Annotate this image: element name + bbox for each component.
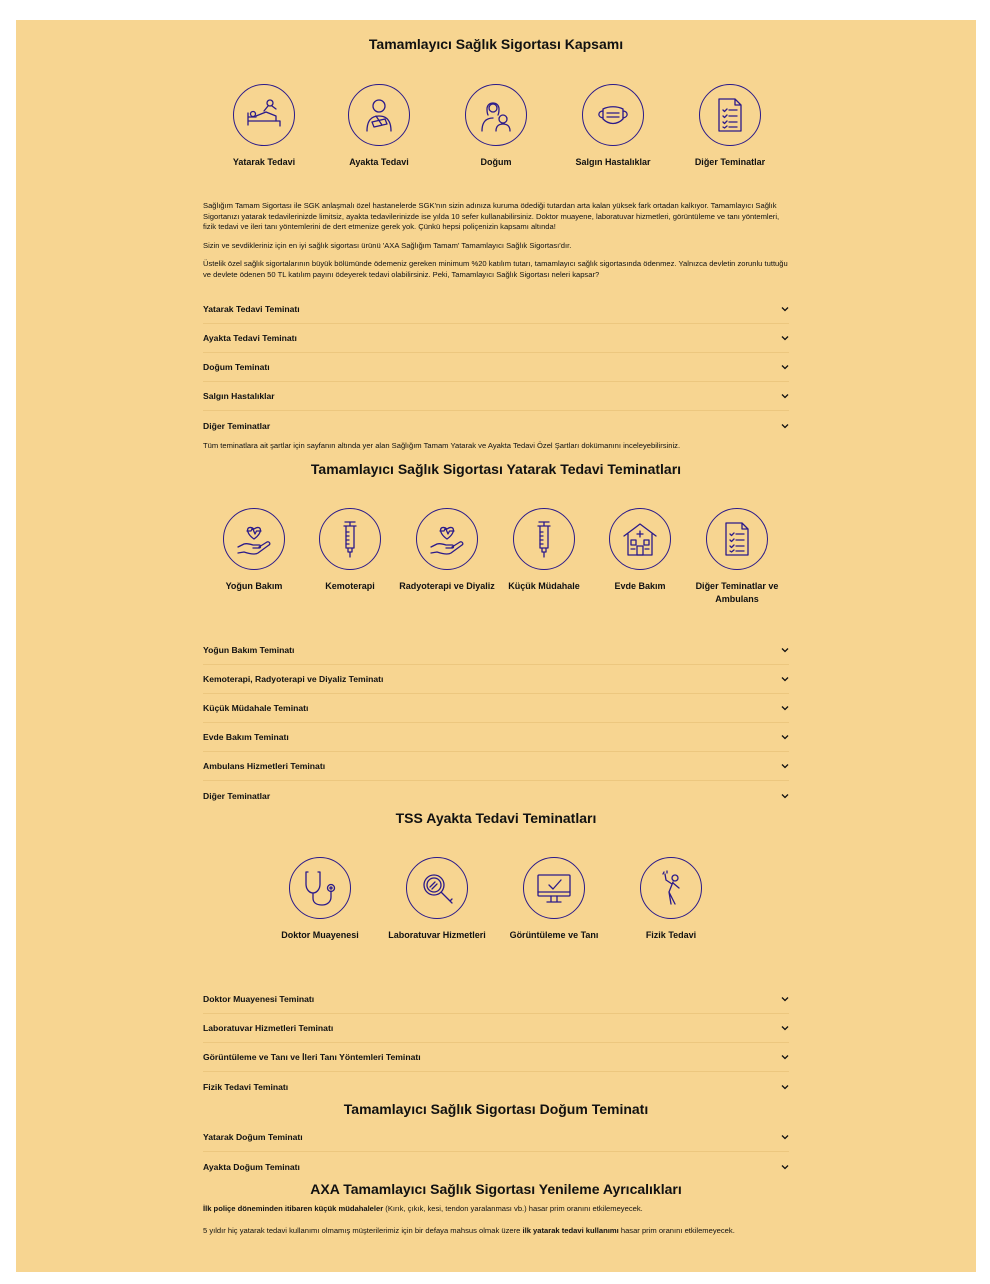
- outpatient-label: Fizik Tedavi: [645, 930, 697, 940]
- chevron-down-icon: [781, 423, 789, 429]
- syringe-icon: [319, 508, 381, 570]
- section-title-outpatient: TSS Ayakta Tedavi Teminatları: [395, 810, 597, 826]
- coverage-paragraph: Sağlığım Tamam Sigortası ile SGK anlaşmalı özel hastanelerde SGK'nın sizin adınıza kuruma ödediği tutardan arta kalan yüksek fark ortadan kalkıyor. Tamamlayıcı Sağlık Sigortanızı yatarak tedavilerinizde limitsiz, ayakta tedavilerinizde ise yılda 10 sefer kullanabilirsiniz. Doktor muayene, laboratuvar hizmetleri, görüntüleme ve tanı yöntemleri, fizik tedavi ve ileri tanı yöntemlerini de dert etmenize gerek yok. Çünkü hepsi poliçenizin kapsamı altında!: [203, 201, 780, 231]
- birth-accordion: [203, 1123, 789, 1181]
- accordion-label: Ayakta Tedavi Teminatı: [203, 333, 297, 343]
- inpatient-label: Küçük Müdahale: [508, 581, 580, 591]
- accordion-label: Fizik Tedavi Teminatı: [203, 1081, 289, 1092]
- inpatient-item-chemo[interactable]: [295, 508, 405, 593]
- checklist-icon: [699, 84, 761, 146]
- inpatient-label: Kemoterapi: [325, 581, 375, 591]
- coverage-item-birth[interactable]: [441, 84, 551, 169]
- inpatient-item-other-ambulance[interactable]: [682, 508, 792, 605]
- chevron-down-icon: [781, 734, 789, 740]
- mother-baby-icon: [465, 84, 527, 146]
- bed-patient-icon: [233, 84, 295, 146]
- house-icon: [609, 508, 671, 570]
- outpatient-accordion: [203, 985, 789, 1101]
- chevron-down-icon: [781, 335, 789, 341]
- inpatient-item-icu[interactable]: [199, 508, 309, 593]
- outpatient-item-imaging[interactable]: [499, 857, 609, 942]
- chevron-down-icon: [781, 1054, 789, 1060]
- section-title-renewal: AXA Tamamlayıcı Sağlık Sigortası Yenileme Ayrıcalıkları: [310, 1181, 682, 1197]
- accordion-item-birth[interactable]: [203, 353, 789, 382]
- content-panel: [16, 20, 976, 1272]
- renewal-highlight: İlk poliçe döneminden itibaren küçük müdahaleler: [203, 1204, 384, 1213]
- coverage-description: [203, 201, 789, 280]
- magnifier-icon: [406, 857, 468, 919]
- accordion-item-pandemic[interactable]: [203, 382, 789, 411]
- chevron-down-icon: [781, 393, 789, 399]
- accordion-label: Doktor Muayenesi Teminatı: [203, 994, 315, 1004]
- section-title-birth: Tamamlayıcı Sağlık Sigortası Doğum Teminatı: [343, 1101, 649, 1117]
- inpatient-item-radiotherapy[interactable]: [392, 508, 502, 593]
- chevron-down-icon: [781, 996, 789, 1002]
- accordion-item-chemo[interactable]: [203, 665, 789, 694]
- coverage-item-other[interactable]: [675, 84, 785, 169]
- coverage-item-inpatient[interactable]: [209, 84, 319, 169]
- outpatient-item-physiotherapy[interactable]: [616, 857, 726, 942]
- accordion-label: Evde Bakım Teminatı: [203, 732, 289, 742]
- inpatient-label: Yoğun Bakım: [225, 581, 283, 591]
- renewal-privileges: [203, 1204, 789, 1236]
- accordion-label: Küçük Müdahale Teminatı: [203, 703, 309, 713]
- section-title-coverage: Tamamlayıcı Sağlık Sigortası Kapsamı: [368, 36, 624, 52]
- accordion-item-other[interactable]: [203, 411, 789, 440]
- accordion-item-imaging[interactable]: [203, 1043, 789, 1072]
- terms-note: Tüm teminatlara ait şartlar için sayfanın altında yer alan Sağlığım Tamam Yatarak ve Ayakta Tedavi Özel Şartları dokümanını inceleyebilirsiniz.: [203, 441, 681, 450]
- renewal-text: (Kırık, çıkık, kesi, tendon yaralanması vb.) hasar prim oranını etkilemeyecek.: [383, 1204, 643, 1213]
- outpatient-label: Doktor Muayenesi: [281, 930, 359, 940]
- chevron-down-icon: [781, 647, 789, 653]
- renewal-text: hasar prim oranını etkilemeyecek.: [618, 1225, 735, 1235]
- chevron-down-icon: [781, 364, 789, 370]
- accordion-label: Yatarak Tedavi Teminatı: [203, 304, 300, 314]
- accordion-item-icu[interactable]: [203, 636, 789, 665]
- chevron-down-icon: [781, 1134, 789, 1140]
- accordion-label: Diğer Teminatlar: [203, 420, 271, 431]
- heart-hand-icon: [223, 508, 285, 570]
- coverage-item-outpatient[interactable]: [324, 84, 434, 169]
- accordion-item-outpatient-birth[interactable]: [203, 1152, 789, 1181]
- monitor-check-icon: [523, 857, 585, 919]
- accordion-item-physiotherapy[interactable]: [203, 1072, 789, 1101]
- inpatient-label: Evde Bakım: [614, 581, 666, 591]
- accordion-item-other[interactable]: [203, 781, 789, 810]
- coverage-item-pandemic[interactable]: [558, 84, 668, 169]
- coverage-label: Yatarak Tedavi: [232, 157, 296, 167]
- accordion-label: Yoğun Bakım Teminatı: [203, 645, 295, 655]
- renewal-paragraph: [203, 1226, 789, 1237]
- accordion-item-minor-intervention[interactable]: [203, 694, 789, 723]
- syringe-icon: [513, 508, 575, 570]
- chevron-down-icon: [781, 705, 789, 711]
- checklist-icon: [706, 508, 768, 570]
- chevron-down-icon: [781, 676, 789, 682]
- inpatient-label: Radyoterapi ve Diyaliz: [399, 581, 495, 591]
- coverage-label: Ayakta Tedavi: [349, 157, 409, 167]
- arm-sling-patient-icon: [348, 84, 410, 146]
- outpatient-item-doctor[interactable]: [265, 857, 375, 942]
- stethoscope-icon: [289, 857, 351, 919]
- face-mask-icon: [582, 84, 644, 146]
- accordion-item-inpatient[interactable]: [203, 295, 789, 324]
- chevron-down-icon: [781, 1164, 789, 1170]
- accordion-item-outpatient[interactable]: [203, 324, 789, 353]
- accordion-label: Doğum Teminatı: [203, 362, 270, 372]
- coverage-label: Salgın Hastalıklar: [575, 157, 651, 167]
- accordion-label: Görüntüleme ve Tanı ve İleri Tanı Yöntemleri Teminatı: [203, 1052, 421, 1062]
- coverage-label: Diğer Teminatlar: [694, 157, 766, 167]
- inpatient-item-home-care[interactable]: [585, 508, 695, 593]
- accordion-item-laboratory[interactable]: [203, 1014, 789, 1043]
- section-title-inpatient: Tamamlayıcı Sağlık Sigortası Yatarak Tedavi Teminatları: [310, 461, 682, 477]
- accordion-label: Diğer Teminatlar: [203, 790, 271, 801]
- coverage-paragraph: Sizin ve sevdikleriniz için en iyi sağlık sigortası ürünü 'AXA Sağlığım Tamam' Tamamlayıcı Sağlık Sigortası'dır.: [203, 240, 572, 250]
- accordion-label: Kemoterapi, Radyoterapi ve Diyaliz Teminatı: [203, 674, 384, 684]
- accordion-label: Laboratuvar Hizmetleri Teminatı: [203, 1023, 334, 1033]
- chevron-down-icon: [781, 793, 789, 799]
- coverage-label: Doğum: [480, 157, 512, 167]
- accordion-label: Yatarak Doğum Teminatı: [203, 1132, 303, 1142]
- accordion-label: Ambulans Hizmetleri Teminatı: [203, 761, 326, 771]
- renewal-highlight: ilk yatarak tedavi kullanımı: [522, 1225, 619, 1235]
- coverage-paragraph: Üstelik özel sağlık sigortalarının büyük bölümünde ödemeniz gereken minimum %20 katılım tutarı, tamamlayıcı sağlık sigortasında ödenmez. Yalnızca devletin zorunlu tuttuğu ve devlete ödenen 50 TL katılım payını ödeyerek tedavi olabilirsiniz. Peki, Tamamlayıcı Sağlık Sigortası neleri kapsar?: [203, 259, 788, 279]
- outpatient-label: Laboratuvar Hizmetleri: [388, 930, 486, 940]
- inpatient-label: Diğer Teminatlar ve Ambulans: [695, 581, 779, 604]
- accordion-item-inpatient-birth[interactable]: [203, 1123, 789, 1152]
- renewal-paragraph: [203, 1204, 789, 1215]
- outpatient-label: Görüntüleme ve Tanı: [509, 930, 599, 940]
- accordion-label: Salgın Hastalıklar: [203, 391, 275, 401]
- chevron-down-icon: [781, 1025, 789, 1031]
- accordion-item-doctor[interactable]: [203, 985, 789, 1014]
- coverage-accordion: [203, 295, 789, 440]
- accordion-item-home-care[interactable]: [203, 723, 789, 752]
- chevron-down-icon: [781, 306, 789, 312]
- accordion-item-ambulance[interactable]: [203, 752, 789, 781]
- outpatient-item-laboratory[interactable]: [382, 857, 492, 942]
- chevron-down-icon: [781, 1084, 789, 1090]
- inpatient-accordion: [203, 636, 789, 810]
- physio-person-icon: [640, 857, 702, 919]
- inpatient-item-minor-intervention[interactable]: [489, 508, 599, 593]
- accordion-label: Ayakta Doğum Teminatı: [203, 1161, 300, 1172]
- renewal-text: 5 yıldır hiç yatarak tedavi kullanımı olmamış müşterilerimiz için bir defaya mahsus olmak üzere: [203, 1225, 523, 1235]
- heart-hand-icon: [416, 508, 478, 570]
- chevron-down-icon: [781, 763, 789, 769]
